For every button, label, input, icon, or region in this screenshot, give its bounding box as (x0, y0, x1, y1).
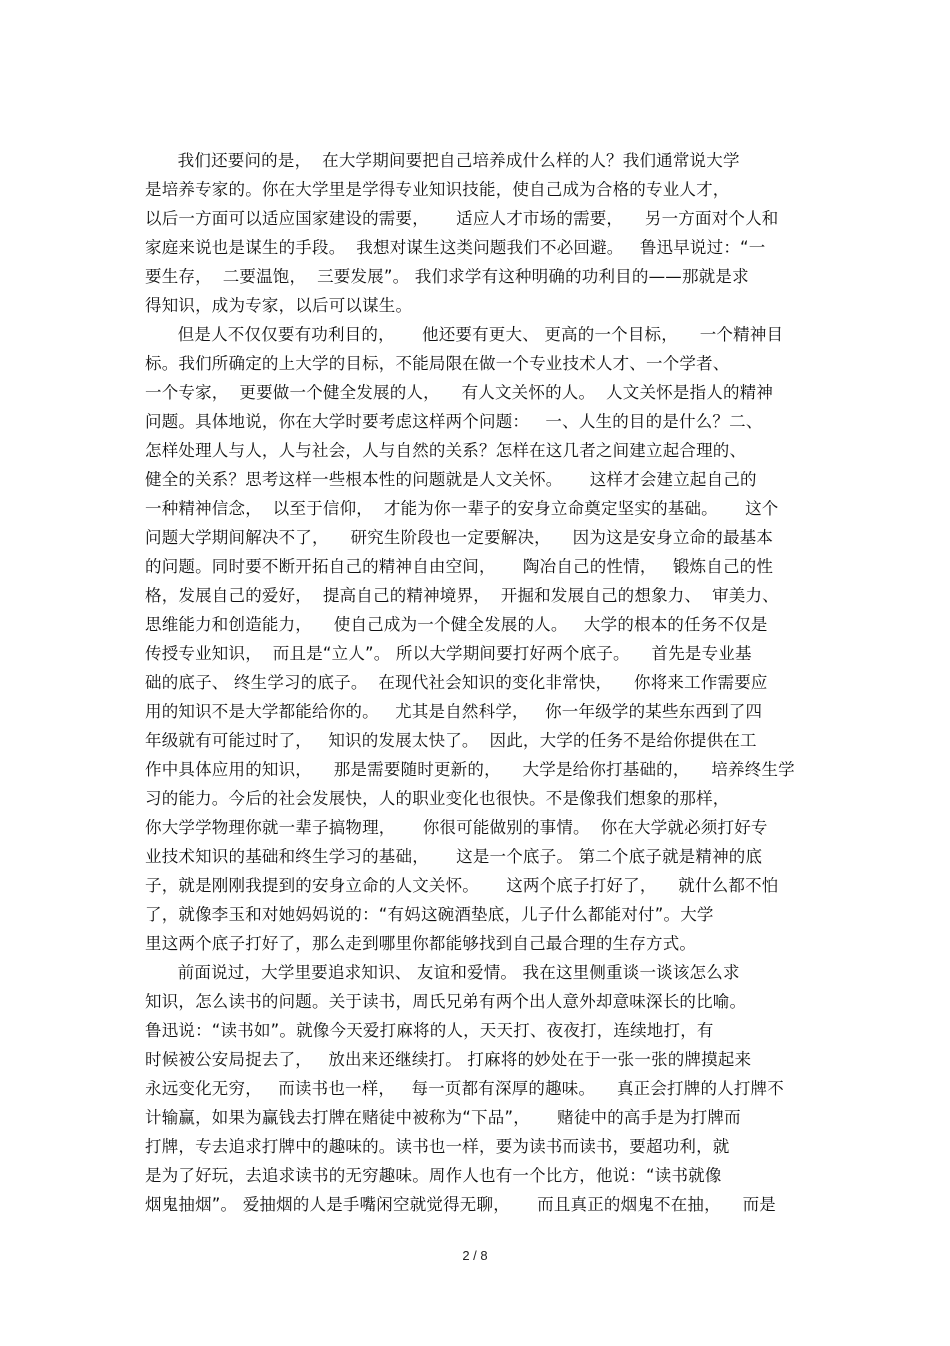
text-line: 得知识，成为专家，以后可以谋生。 (145, 296, 413, 315)
text-line: 格，发展自己的爱好， 提高自己的精神境界， 开掘和发展自己的想象力、 审美力、 (145, 586, 779, 605)
text-line: 的问题。同时要不断开拓自己的精神自由空间， 陶冶自己的性情， 锻炼自己的性 (145, 557, 774, 576)
text-line: 里这两个底子打好了，那么走到哪里你都能够找到自己最合理的生存方式。 (145, 934, 697, 953)
body-text (145, 146, 825, 1219)
text-line: 你大学学物理你就一辈子搞物理， 你很可能做别的事情。 你在大学就必须打好专 (145, 818, 768, 837)
text-line: 业技术知识的基础和终生学习的基础， 这是一个底子。 第二个底子就是精神的底 (145, 847, 763, 866)
text-line: 问题。具体地说，你在大学时要考虑这样两个问题： 一、人生的目的是什么？二、 (145, 412, 763, 431)
text-line: 前面说过，大学里要追求知识、 友谊和爱情。 我在这里侧重谈一谈该怎么求 (145, 963, 740, 982)
text-line: 用的知识不是大学都能给你的。 尤其是自然科学， 你一年级学的某些东西到了四 (145, 702, 763, 721)
text-line: 一种精神信念， 以至于信仰， 才能为你一辈子的安身立命奠定坚实的基础。 这个 (145, 499, 779, 518)
text-line: 计输赢，如果为赢钱去打牌在赌徒中被称为“下品”， 赌徒中的高手是为打牌而 (145, 1108, 741, 1127)
text-line: 家庭来说也是谋生的手段。 我想对谋生这类问题我们不必回避。 鲁迅早说过：“一 (145, 238, 766, 257)
text-line: 打牌，专去追求打牌中的趣味的。读书也一样，要为读书而读书，要超功利，就 (145, 1137, 730, 1156)
text-line: 思维能力和创造能力， 使自己成为一个健全发展的人。 大学的根本的任务不仅是 (145, 615, 768, 634)
text-line: 知识，怎么读书的问题。关于读书，周氏兄弟有两个出人意外却意味深长的比喻。 (145, 992, 747, 1011)
text-line: 是培养专家的。你在大学里是学得专业知识技能，使自己成为合格的专业人才， (145, 180, 730, 199)
page-number: 2 / 8 (462, 1248, 488, 1263)
text-line: 但是人不仅仅要有功利目的， 他还要有更大、 更高的一个目标， 一个精神目 (145, 325, 784, 344)
text-line: 标。我们所确定的上大学的目标，不能局限在做一个专业技术人才、一个学者、 (145, 354, 730, 373)
text-line: 础的底子、 终生学习的底子。 在现代社会知识的变化非常快， 你将来工作需要应 (145, 673, 768, 692)
text-line: 我们还要问的是， 在大学期间要把自己培养成什么样的人？我们通常说大学 (145, 151, 740, 170)
text-line: 以后一方面可以适应国家建设的需要， 适应人才市场的需要， 另一方面对个人和 (145, 209, 779, 228)
text-line: 问题大学期间解决不了， 研究生阶段也一定要解决， 因为这是安身立命的最基本 (145, 528, 774, 547)
text-line: 习的能力。今后的社会发展快，人的职业变化也很快。不是像我们想象的那样， (145, 789, 730, 808)
text-line: 烟鬼抽烟”。 爱抽烟的人是手嘴闲空就觉得无聊， 而且真正的烟鬼不在抽， 而是 (145, 1195, 776, 1214)
text-line: 一个专家， 更要做一个健全发展的人， 有人文关怀的人。 人文关怀是指人的精神 (145, 383, 774, 402)
text-line: 永远变化无穷， 而读书也一样， 每一页都有深厚的趣味。 真正会打牌的人打牌不 (145, 1079, 784, 1098)
text-line: 年级就有可能过时了， 知识的发展太快了。 因此，大学的任务不是给你提供在工 (145, 731, 757, 750)
text-line: 了，就像李玉和对她妈妈说的：“有妈这碗酒垫底，儿子什么都能对付”。大学 (145, 905, 714, 924)
text-line: 健全的关系？思考这样一些根本性的问题就是人文关怀。 这样才会建立起自己的 (145, 470, 757, 489)
text-line: 作中具体应用的知识， 那是需要随时更新的， 大学是给你打基础的， 培养终生学 (145, 760, 795, 779)
text-line: 怎样处理人与人，人与社会，人与自然的关系？怎样在这几者之间建立起合理的、 (145, 441, 747, 460)
text-line: 传授专业知识， 而且是“立人”。 所以大学期间要打好两个底子。 首先是专业基 (145, 644, 752, 663)
text-line: 时候被公安局捉去了， 放出来还继续打。 打麻将的妙处在于一张一张的牌摸起来 (145, 1050, 752, 1069)
text-line: 子，就是刚刚我提到的安身立命的人文关怀。 这两个底子打好了， 就什么都不怕 (145, 876, 779, 895)
text-line: 要生存， 二要温饱， 三要发展”。 我们求学有这种明确的功利目的——那就是求 (145, 267, 749, 286)
text-line: 鲁迅说：“读书如”。就像今天爱打麻将的人，天天打、夜夜打，连续地打，有 (145, 1021, 714, 1040)
text-line: 是为了好玩，去追求读书的无穷趣味。周作人也有一个比方，他说：“读书就像 (145, 1166, 722, 1185)
